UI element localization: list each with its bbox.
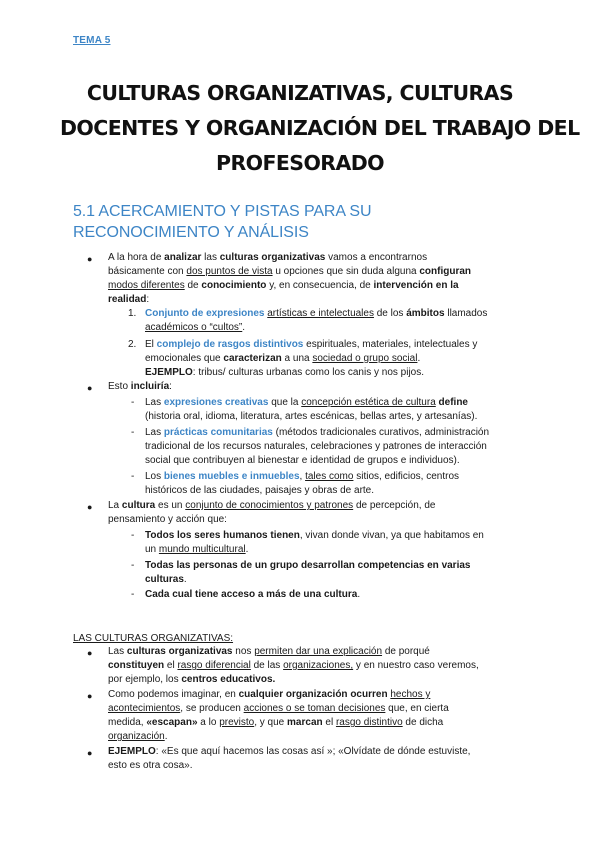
list-item: La cultura es un conjunto de conocimientos y patrones de percepción, de [108,500,436,511]
list-item: A la hora de analizar las culturas organizativas vamos a encontrarnos [108,252,428,263]
dash-item-line: (historia oral, idioma, literatura, artes escénicas, bellas artes, y artesanías). [145,411,478,422]
list-item: Como podemos imaginar, en cualquier organización ocurren hechos y [108,689,431,700]
dash-marker: - [131,427,135,438]
title-line: PROFESORADO [216,151,384,175]
number-marker: 1. [128,308,137,319]
bullet-icon: ● [87,691,93,701]
dash-item: Todas las personas de un grupo desarrollan competencias en varias [145,560,471,571]
dash-item: Las prácticas comunitarias (métodos tradicionales curativos, administración [145,427,490,438]
bullet-icon: ● [87,254,93,264]
numbered-item-line: académicos o “cultos”. [145,322,246,333]
tema-label: TEMA 5 [73,35,111,46]
section-heading-line: 5.1 ACERCAMIENTO Y PISTAS PARA SU [73,203,372,220]
list-item-line: medida, «escapan» a lo previsto, y que marcan el rasgo distintivo de dicha [108,717,444,728]
list-item-line: organización. [108,731,168,742]
subsection-heading: LAS CULTURAS ORGANIZATIVAS: [73,633,234,644]
bullet-icon: ● [87,383,93,393]
list-item-line: por ejemplo, los centros educativos. [108,674,276,685]
list-item: Esto incluiría: [108,381,172,392]
dash-item: Los bienes muebles e inmuebles, tales como sitios, edificios, centros [145,471,460,482]
dash-marker: - [131,471,135,482]
dash-item: Cada cual tiene acceso a más de una cultura. [145,589,361,600]
dash-item-line: históricos de las ciudades, paisajes y obras de arte. [145,485,375,496]
bullet-icon: ● [87,648,93,658]
dash-item-line: tradicional de los recursos naturales, celebraciones y patrones de interacción [145,441,487,452]
bullet-icon: ● [87,502,93,512]
list-item: EJEMPLO: «Es que aquí hacemos las cosas así »; «Olvídate de dónde estuviste, [108,746,471,757]
section-heading-line: RECONOCIMIENTO Y ANÁLISIS [73,224,309,241]
page-title [60,76,580,181]
list-item-line: realidad: [108,294,150,305]
list-item-line: constituyen el rasgo diferencial de las organizaciones, y en nuestro caso veremos, [108,660,479,671]
numbered-item: Conjunto de expresiones artísticas e intelectuales de los ámbitos llamados [145,308,488,319]
dash-marker: - [131,589,135,600]
numbered-item-line: EJEMPLO: tribus/ culturas urbanas como los canis y nos pijos. [145,367,425,378]
list-item-line: esto es otra cosa». [108,760,193,771]
dash-item-line: un mundo multicultural. [145,544,249,555]
list-item-line: básicamente con dos puntos de vista u opciones que sin duda alguna configuran [108,266,472,277]
dash-marker: - [131,560,135,571]
dash-marker: - [131,530,135,541]
list-item-line: acontecimientos, se producen acciones o se toman decisiones que, en cierta [108,703,449,714]
dash-item-line: culturas. [145,574,187,585]
list-item-line: pensamiento y acción que: [108,514,227,525]
number-marker: 2. [128,339,137,350]
numbered-item: El complejo de rasgos distintivos espirituales, materiales, intelectuales y [145,339,478,350]
dash-marker: - [131,397,135,408]
list-item-line: modos diferentes de conocimiento y, en consecuencia, de intervención en la [108,280,459,291]
bullet-icon: ● [87,748,93,758]
dash-item: Las expresiones creativas que la concepción estética de cultura define [145,397,468,408]
numbered-item-line: emocionales que caracterizan a una sociedad o grupo social. [145,353,421,364]
dash-item-line: social que contribuyen al bienestar e identidad de grupos e individuos). [145,455,460,466]
section-heading [73,201,371,243]
dash-item: Todos los seres humanos tienen, vivan donde vivan, ya que habitamos en [145,530,484,541]
list-item: Las culturas organizativas nos permiten dar una explicación de porqué [108,646,430,657]
title-line: DOCENTES Y ORGANIZACIÓN DEL TRABAJO DEL [60,116,580,140]
title-line: CULTURAS ORGANIZATIVAS, CULTURAS [86,81,514,105]
